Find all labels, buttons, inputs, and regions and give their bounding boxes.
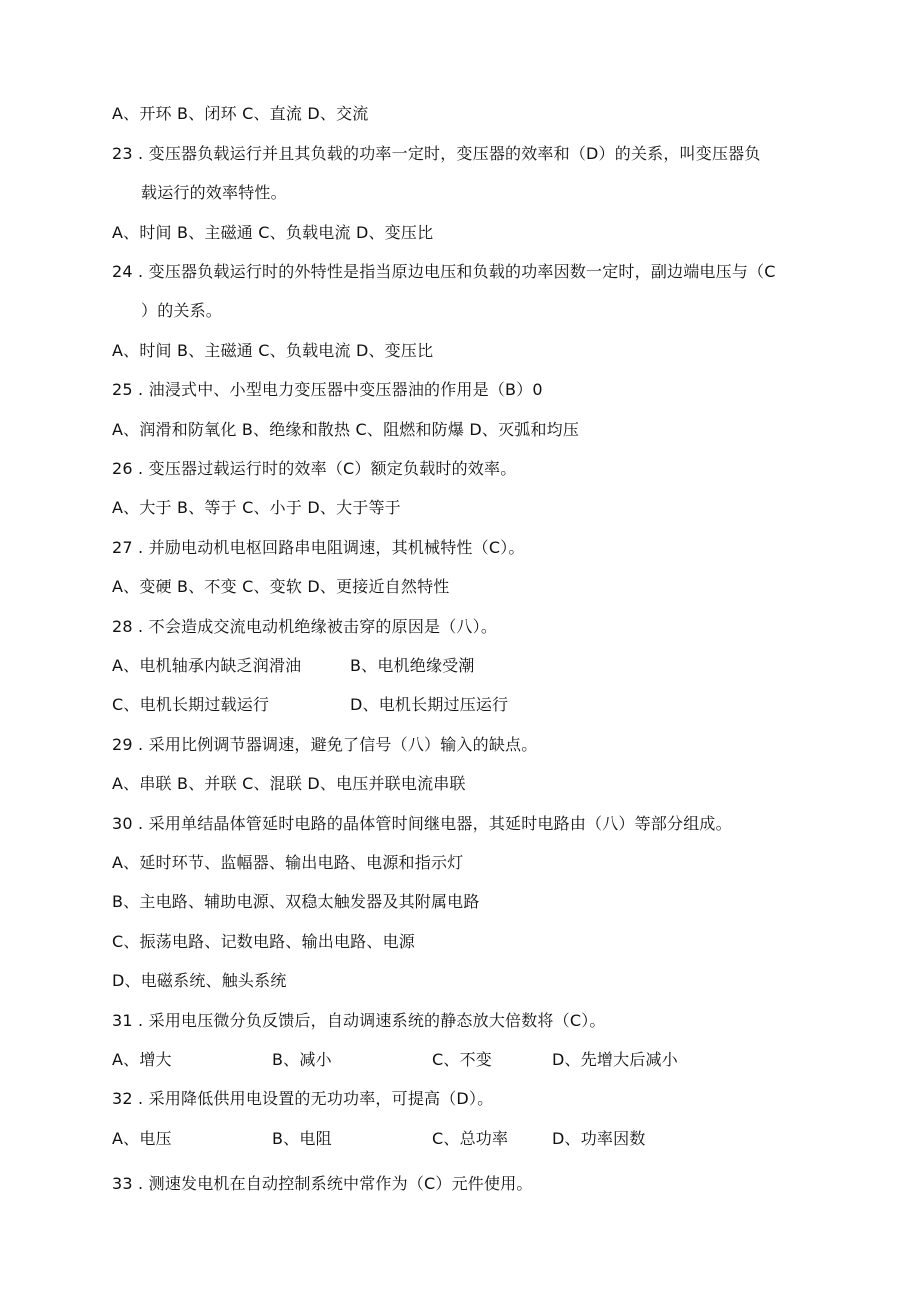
- q25-options: A、润滑和防氧化 B、绝缘和散热 C、阻燃和防爆 D、灭弧和均压: [112, 420, 580, 439]
- q28-option-b: B、电机绝缘受潮: [350, 656, 475, 675]
- q31-option-c: C、不变: [432, 1050, 492, 1069]
- q32-option-b: B、电阻: [272, 1129, 332, 1148]
- q25-stem: 25 . 油浸式中、小型电力变压器中变压器油的作用是（B）0: [112, 380, 543, 399]
- q23-options: A、时间 B、主磁通 C、负载电流 D、变压比: [112, 223, 434, 242]
- q31-stem: 31 . 采用电压微分负反馈后，自动调速系统的静态放大倍数将（C）。: [112, 1011, 606, 1030]
- q28-option-a: A、电机轴承内缺乏润滑油: [112, 656, 302, 675]
- q31-option-b: B、减小: [272, 1050, 332, 1069]
- q27-options: A、变硬 B、不变 C、变软 D、更接近自然特性: [112, 577, 450, 596]
- q31-option-a: A、增大: [112, 1050, 172, 1069]
- q33-stem: 33 . 测速发电机在自动控制系统中常作为（C）元件使用。: [112, 1174, 533, 1193]
- q30-option-a: A、延时环节、监幅器、输出电路、电源和指示灯: [112, 853, 464, 872]
- q23-stem: 23 . 变压器负载运行并且其负载的功率一定时，变压器的效率和（D）的关系，叫变压器负: [112, 144, 761, 163]
- q26-options: A、大于 B、等于 C、小于 D、大于等于: [112, 498, 401, 517]
- q30-stem: 30 . 采用单结晶体管延时电路的晶体管时间继电器，其延时电路由（八）等部分组成。: [112, 814, 732, 833]
- q32-option-c: C、总功率: [432, 1129, 509, 1148]
- q24-options: A、时间 B、主磁通 C、负载电流 D、变压比: [112, 341, 434, 360]
- q32-stem: 32 . 采用降低供用电设置的无功功率，可提高（D）。: [112, 1089, 494, 1108]
- q30-option-d: D、电磁系统、触头系统: [112, 971, 287, 990]
- q26-stem: 26 . 变压器过载运行时的效率（C）额定负载时的效率。: [112, 459, 517, 478]
- q31-option-d: D、先增大后减小: [552, 1050, 678, 1069]
- q29-stem: 29 . 采用比例调节器调速，避免了信号（八）输入的缺点。: [112, 735, 538, 754]
- q24-stem-cont: ）的关系。: [141, 301, 223, 320]
- q24-stem: 24 . 变压器负载运行时的外特性是指当原边电压和负载的功率因数一定时，副边端电压与（C: [112, 262, 776, 281]
- q28-option-d: D、电机长期过压运行: [350, 695, 509, 714]
- q28-stem: 28 . 不会造成交流电动机绝缘被击穿的原因是（八）。: [112, 617, 498, 636]
- q28-option-c: C、电机长期过载运行: [112, 695, 270, 714]
- q32-option-d: D、功率因数: [552, 1129, 646, 1148]
- q32-option-a: A、电压: [112, 1129, 172, 1148]
- q27-stem: 27 . 并励电动机电枢回路串电阻调速，其机械特性（C）。: [112, 538, 525, 557]
- q22-options: A、开环 B、闭环 C、直流 D、交流: [112, 104, 369, 123]
- q30-option-c: C、振荡电路、记数电路、输出电路、电源: [112, 932, 415, 951]
- q23-stem-cont: 载运行的效率特性。: [141, 183, 287, 202]
- q30-option-b: B、主电路、辅助电源、双稳太触发器及其附属电路: [112, 892, 480, 911]
- q29-options: A、串联 B、并联 C、混联 D、电压并联电流串联: [112, 774, 466, 793]
